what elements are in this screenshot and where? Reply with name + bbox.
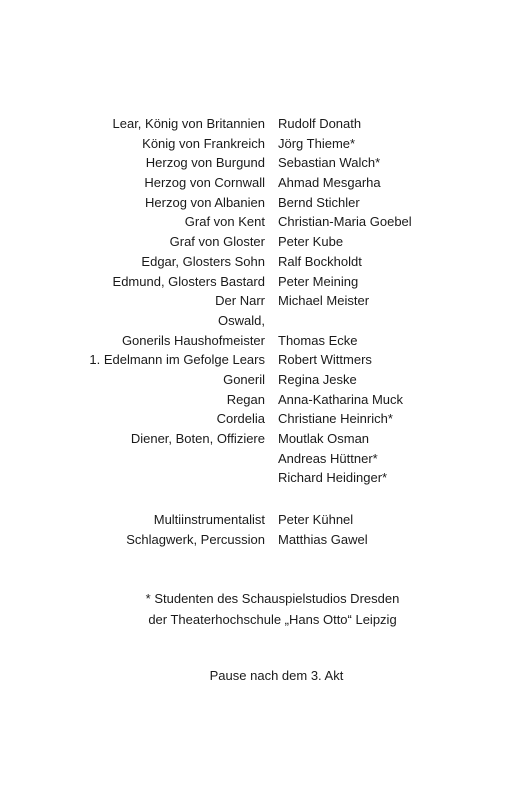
cast-role: Edgar, Glosters Sohn [141, 253, 265, 269]
cast-actor: Sebastian Walch* [278, 155, 381, 171]
cast-row [0, 409, 531, 429]
cast-role: Lear, König von Britannien [112, 116, 265, 131]
cast-row [0, 390, 531, 410]
cast-actor: Christiane Heinrich* [278, 411, 393, 427]
cast-actor: Bernd Stichler [278, 194, 360, 210]
footnote [0, 588, 531, 630]
cast-row [0, 468, 531, 488]
cast-row [0, 311, 531, 331]
cast-row [0, 331, 531, 351]
cast-actor: Peter Meining [278, 273, 359, 289]
cast-role: Herzog von Burgund [145, 155, 265, 171]
cast-row [0, 212, 531, 232]
cast-role: Regan [226, 391, 265, 407]
cast-row [0, 153, 531, 173]
music-performer: Peter Kühnel [278, 512, 354, 527]
cast-row [0, 370, 531, 390]
cast-list [0, 114, 531, 488]
cast-actor: Jörg Thieme* [278, 135, 356, 151]
music-row [0, 510, 531, 530]
cast-role: Der Narr [215, 293, 265, 309]
cast-row [0, 134, 531, 154]
cast-actor: Rudolf Donath [278, 116, 362, 131]
pause-note: Pause nach dem 3. Akt [209, 668, 344, 683]
cast-row [0, 449, 531, 469]
cast-role: König von Frankreich [142, 135, 265, 151]
cast-actor: Ahmad Mesgarha [278, 175, 381, 191]
cast-actor: Andreas Hüttner* [278, 450, 378, 466]
cast-role: 1. Edelmann im Gefolge Lears [89, 352, 265, 368]
cast-role: Graf von Gloster [169, 234, 265, 250]
cast-actor: Robert Wittmers [278, 352, 372, 368]
cast-row [0, 114, 531, 134]
cast-role: Oswald, [218, 312, 265, 328]
cast-actor: Christian-Maria Goebel [278, 214, 412, 230]
cast-actor: Moutlak Osman [278, 431, 370, 446]
footnote-line: der Theaterhochschule „Hans Otto“ Leipzig [148, 612, 397, 627]
cast-role: Goneril [223, 371, 265, 387]
cast-row [0, 429, 531, 449]
cast-role: Herzog von Cornwall [144, 175, 265, 191]
cast-role: Edmund, Glosters Bastard [112, 273, 265, 289]
music-row [0, 530, 531, 550]
music-performer: Matthias Gawel [278, 531, 368, 547]
cast-row [0, 193, 531, 213]
cast-actor: Richard Heidinger* [278, 470, 388, 486]
music-role: Schlagwerk, Percussion [126, 531, 265, 547]
cast-actor: Anna-Katharina Muck [278, 391, 404, 407]
cast-row [0, 173, 531, 193]
cast-actor: Thomas Ecke [278, 332, 358, 348]
cast-role: Diener, Boten, Offiziere [130, 431, 265, 446]
cast-row [0, 272, 531, 292]
music-list [0, 510, 531, 549]
cast-row [0, 350, 531, 370]
cast-role: Cordelia [216, 411, 265, 427]
cast-actor: Regina Jeske [278, 371, 357, 387]
footnote-line: * Studenten des Schauspielstudios Dresden [145, 591, 400, 606]
cast-row [0, 291, 531, 311]
cast-role: Gonerils Haushofmeister [121, 332, 265, 348]
cast-actor: Michael Meister [278, 293, 370, 309]
cast-actor: Ralf Bockholdt [278, 253, 362, 269]
cast-row [0, 252, 531, 272]
cast-actor: Peter Kube [278, 234, 344, 250]
cast-role: Herzog von Albanien [145, 194, 265, 210]
music-role: Multiinstrumentalist [153, 512, 265, 527]
cast-role: Graf von Kent [184, 214, 265, 230]
cast-row [0, 232, 531, 252]
